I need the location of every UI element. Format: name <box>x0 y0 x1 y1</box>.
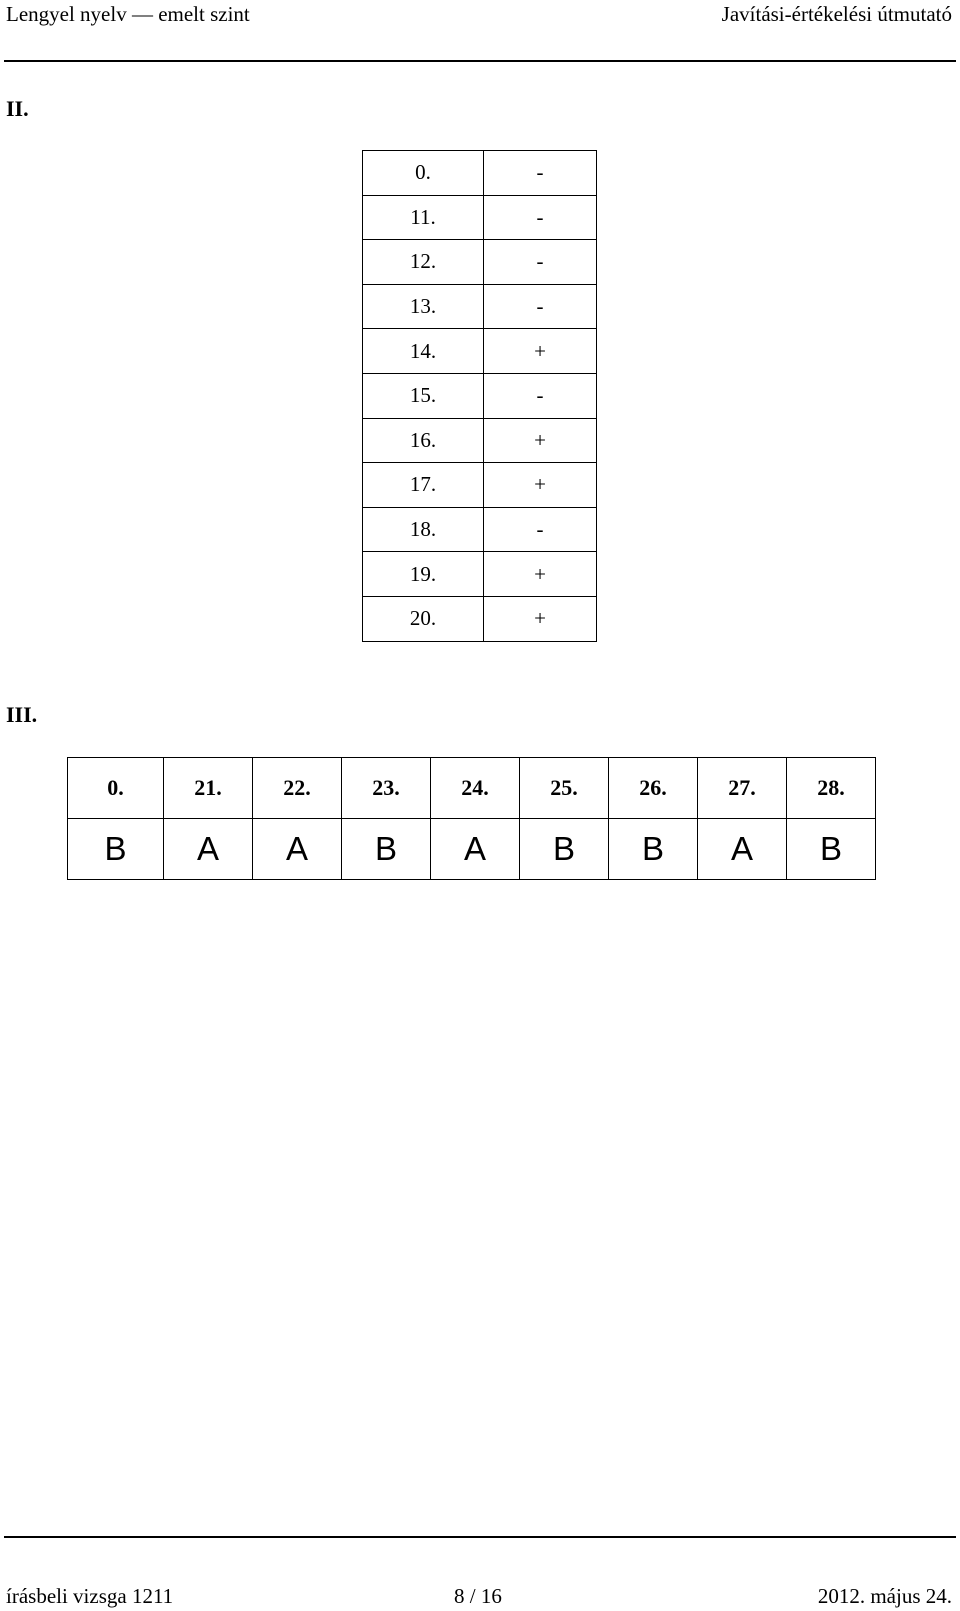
answer-cell: B <box>342 819 431 880</box>
question-number-cell: 24. <box>431 758 520 819</box>
question-number-cell: 28. <box>787 758 876 819</box>
question-number-cell: 19. <box>363 552 484 597</box>
question-number-cell: 12. <box>363 240 484 285</box>
table-row <box>363 151 597 196</box>
answer-cell: B <box>68 819 164 880</box>
answer-cell: A <box>698 819 787 880</box>
question-number-cell: 16. <box>363 418 484 463</box>
section-3-heading: III. <box>6 702 38 727</box>
page-footer <box>4 1536 956 1611</box>
answer-cell: - <box>484 284 597 329</box>
answer-cell: - <box>484 151 597 196</box>
table-row <box>363 507 597 552</box>
question-number-cell: 17. <box>363 463 484 508</box>
question-number-cell: 27. <box>698 758 787 819</box>
answer-cell: A <box>164 819 253 880</box>
question-number-cell: 14. <box>363 329 484 374</box>
answer-cell: + <box>484 329 597 374</box>
answer-cell: B <box>520 819 609 880</box>
question-number-cell: 0. <box>363 151 484 196</box>
answer-cell: - <box>484 240 597 285</box>
section-2-heading: II. <box>6 96 29 121</box>
footer-page-number: 8 / 16 <box>454 1584 502 1608</box>
answer-cell: + <box>484 418 597 463</box>
question-number-row <box>68 758 876 819</box>
question-number-cell: 23. <box>342 758 431 819</box>
question-number-cell: 26. <box>609 758 698 819</box>
question-number-cell: 0. <box>68 758 164 819</box>
question-number-cell: 15. <box>363 373 484 418</box>
table-row <box>363 418 597 463</box>
table-row <box>363 195 597 240</box>
answer-cell: A <box>253 819 342 880</box>
section-3-answer-table <box>67 757 876 880</box>
table-row <box>363 463 597 508</box>
answer-cell: + <box>484 552 597 597</box>
header-subject: Lengyel nyelv — emelt szint <box>6 2 250 26</box>
table-row <box>363 552 597 597</box>
answer-cell: B <box>609 819 698 880</box>
footer-date: 2012. május 24. <box>817 1584 952 1608</box>
answer-cell: - <box>484 373 597 418</box>
question-number-cell: 22. <box>253 758 342 819</box>
question-number-cell: 25. <box>520 758 609 819</box>
header-doc-title: Javítási-értékelési útmutató <box>721 2 952 26</box>
page-header <box>4 0 956 62</box>
table-row <box>363 596 597 641</box>
answer-cell: + <box>484 463 597 508</box>
table-row <box>363 373 597 418</box>
answer-cell: B <box>787 819 876 880</box>
footer-exam-code: írásbeli vizsga 1211 <box>6 1584 174 1608</box>
table-row <box>363 284 597 329</box>
question-number-cell: 13. <box>363 284 484 329</box>
answer-row <box>68 819 876 880</box>
answer-cell: A <box>431 819 520 880</box>
question-number-cell: 18. <box>363 507 484 552</box>
section-2-answer-table <box>362 150 597 642</box>
question-number-cell: 21. <box>164 758 253 819</box>
table-row <box>363 329 597 374</box>
question-number-cell: 11. <box>363 195 484 240</box>
table-row <box>363 240 597 285</box>
answer-cell: - <box>484 195 597 240</box>
question-number-cell: 20. <box>363 596 484 641</box>
answer-cell: - <box>484 507 597 552</box>
answer-cell: + <box>484 596 597 641</box>
